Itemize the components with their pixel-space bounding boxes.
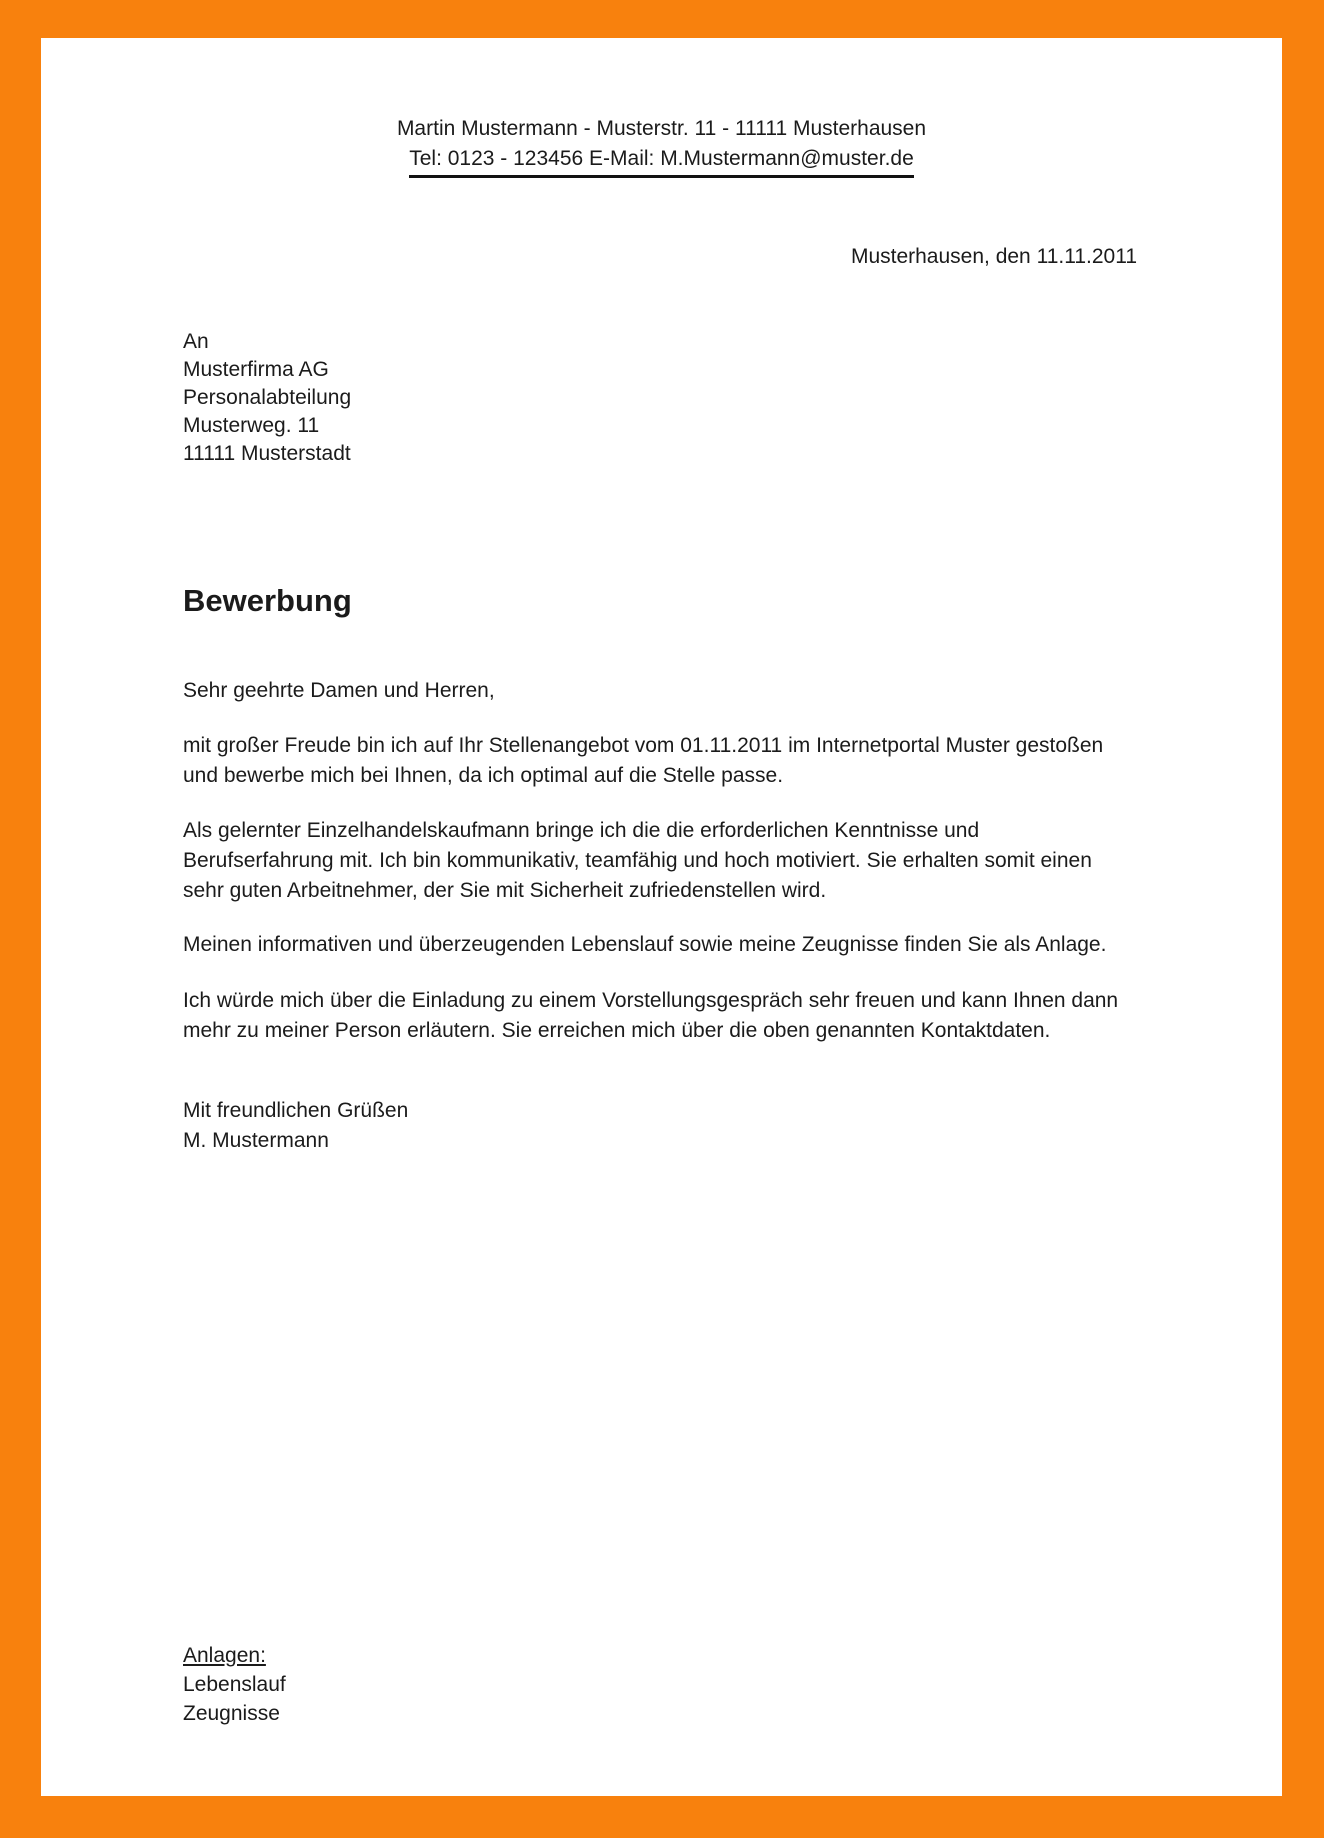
- body-paragraph: [183, 816, 1137, 906]
- body-paragraph: [183, 986, 1137, 1046]
- date-line: Musterhausen, den 11.11.2011: [850, 245, 1137, 268]
- recipient-line: Musterweg. 11: [183, 414, 320, 437]
- attachments-heading: Anlagen:: [183, 1644, 266, 1667]
- recipient-address: [183, 328, 351, 468]
- sender-contact-text: Tel: 0123 - 123456 E-Mail: M.Mustermann@muster.de: [409, 144, 914, 178]
- paragraph-line: Meinen informativen und überzeugenden Lebenslauf sowie meine Zeugnisse finden Sie als Anlage.: [183, 933, 1107, 956]
- subject-heading: Bewerbung: [183, 583, 352, 618]
- paragraph-line: Berufserfahrung mit. Ich bin kommunikativ, teamfähig und hoch motiviert. Sie erhalten somit einen: [183, 849, 1092, 872]
- paragraph-line: mehr zu meiner Person erläutern. Sie erreichen mich über die oben genannten Kontaktdaten.: [183, 1019, 1051, 1042]
- recipient-line: 11111 Musterstadt: [183, 442, 351, 465]
- sender-header: [41, 114, 1282, 178]
- paragraph-line: Als gelernter Einzelhandelskaufmann bringe ich die die erforderlichen Kenntnisse und: [183, 819, 980, 842]
- closing-block: [183, 1096, 408, 1156]
- sender-contact-line: [41, 144, 1282, 178]
- closing-signature: M. Mustermann: [183, 1129, 329, 1152]
- sender-name-address: Martin Mustermann - Musterstr. 11 - 11111 Musterhausen: [396, 117, 927, 140]
- closing-regards: Mit freundlichen Grüßen: [183, 1099, 409, 1122]
- attachment-item: Lebenslauf: [183, 1673, 286, 1696]
- recipient-line: Personalabteilung: [183, 386, 352, 409]
- body-paragraph: [183, 731, 1137, 791]
- paragraph-line: Ich würde mich über die Einladung zu einem Vorstellungsgespräch sehr freuen und kann Ihnen dann: [183, 989, 1119, 1012]
- attachment-item: Zeugnisse: [183, 1702, 280, 1725]
- recipient-line: Musterfirma AG: [183, 358, 329, 381]
- letter-page: [41, 38, 1282, 1796]
- attachments-block: [183, 1641, 286, 1728]
- recipient-line: An: [183, 330, 209, 353]
- paragraph-line: sehr guten Arbeitnehmer, der Sie mit Sicherheit zufriedenstellen wird.: [183, 879, 827, 902]
- salutation: Sehr geehrte Damen und Herren,: [183, 679, 495, 702]
- body-paragraph: [183, 930, 1137, 960]
- paragraph-line: mit großer Freude bin ich auf Ihr Stellenangebot vom 01.11.2011 im Internetportal Muster gestoßen: [183, 734, 1104, 757]
- paragraph-line: und bewerbe mich bei Ihnen, da ich optimal auf die Stelle passe.: [183, 764, 784, 787]
